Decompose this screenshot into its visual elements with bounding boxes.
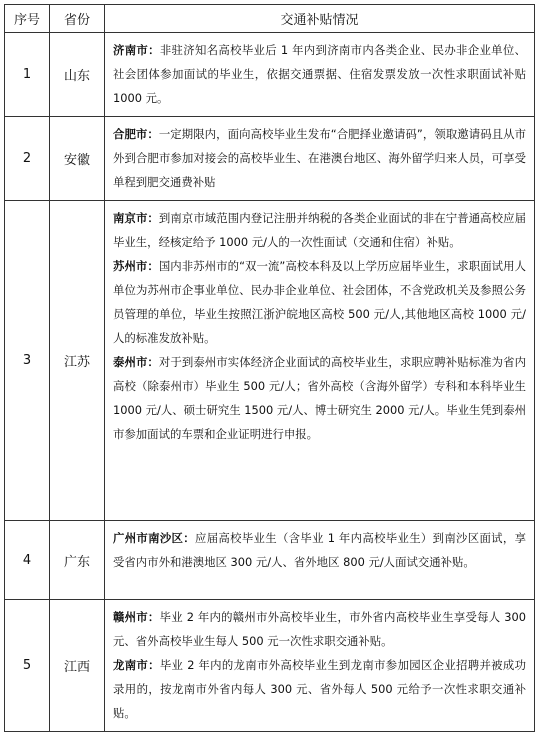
subsidy-table	[4, 4, 535, 732]
row-province: 山东	[50, 33, 105, 117]
city-name: 广州市南沙区：	[113, 531, 195, 545]
row-description	[105, 33, 535, 117]
table-row	[5, 521, 535, 600]
table-row	[5, 201, 535, 521]
city-text: 国内非苏州市的“双一流”高校本科及以上学历应届毕业生，求职面试用人单位为苏州市企事业单位、民办非企业单位、社会团体，不含党政机关及参照公务员管理的单位，毕业生按照江浙沪皖地区高校 500 元/人,其他地区高校 1000 元/人的标准发放补贴。	[113, 259, 526, 345]
city-name: 赣州市：	[113, 610, 160, 624]
row-description	[105, 117, 535, 201]
table-row	[5, 117, 535, 201]
row-num: 4	[5, 521, 50, 600]
city-entry	[113, 38, 526, 110]
city-entry	[113, 122, 526, 194]
city-entry	[113, 526, 526, 574]
city-entry	[113, 206, 526, 254]
city-entry	[113, 350, 526, 446]
row-description	[105, 201, 535, 521]
row-description	[105, 521, 535, 600]
city-text: 非驻济知名高校毕业后 1 年内到济南市内各类企业、民办非企业单位、社会团体参加面试的毕业生，依据交通票据、住宿发票发放一次性求职面试补贴 1000 元。	[113, 43, 526, 105]
row-num: 5	[5, 600, 50, 732]
row-num: 3	[5, 201, 50, 521]
city-text: 毕业 2 年内的龙南市外高校毕业生到龙南市参加园区企业招聘并被成功录用的，按龙南市外省内每人 300 元、省外每人 500 元给予一次性求职交通补贴。	[113, 658, 526, 720]
city-text: 到南京市域范围内登记注册并纳税的各类企业面试的非在宁普通高校应届毕业生，经核定给予 1000 元/人的一次性面试（交通和住宿）补贴。	[113, 211, 526, 249]
city-name: 龙南市：	[113, 658, 160, 672]
header-subsidy: 交通补贴情况	[105, 5, 535, 33]
city-text: 应届高校毕业生（含毕业 1 年内高校毕业生）到南沙区面试，享受省内市外和港澳地区 300 元/人、省外地区 800 元/人面试交通补贴。	[113, 531, 526, 569]
row-num: 2	[5, 117, 50, 201]
table-row	[5, 600, 535, 732]
row-province: 江西	[50, 600, 105, 732]
city-name: 泰州市：	[113, 355, 159, 369]
city-text: 一定期限内，面向高校毕业生发布“合肥择业邀请码”，领取邀请码且从市外到合肥市参加对接会的高校毕业生、在港澳台地区、海外留学归来人员，可享受单程到肥交通费补贴	[113, 127, 526, 189]
city-name: 南京市：	[113, 211, 159, 225]
city-name: 合肥市：	[113, 127, 159, 141]
city-entry	[113, 254, 526, 350]
row-province: 江苏	[50, 201, 105, 521]
city-entry	[113, 653, 526, 725]
row-description	[105, 600, 535, 732]
row-province: 安徽	[50, 117, 105, 201]
row-num: 1	[5, 33, 50, 117]
table-row	[5, 33, 535, 117]
city-text: 毕业 2 年内的赣州市外高校毕业生，市外省内高校毕业生享受每人 300 元、省外高校毕业生每人 500 元一次性求职交通补贴。	[113, 610, 526, 648]
city-name: 济南市：	[113, 43, 160, 57]
header-num: 序号	[5, 5, 50, 33]
header-province: 省份	[50, 5, 105, 33]
city-entry	[113, 605, 526, 653]
city-text: 对于到泰州市实体经济企业面试的高校毕业生，求职应聘补贴标准为省内高校（除泰州市）毕业生 500 元/人；省外高校（含海外留学）专科和本科毕业生 1000 元/人、硕士研究生 1500 元/人、博士研究生 2000 元/人。毕业生凭到泰州市参加面试的车票和企业证明进行申报。	[113, 355, 526, 441]
table-header-row	[5, 5, 535, 33]
row-province: 广东	[50, 521, 105, 600]
city-name: 苏州市：	[113, 259, 159, 273]
